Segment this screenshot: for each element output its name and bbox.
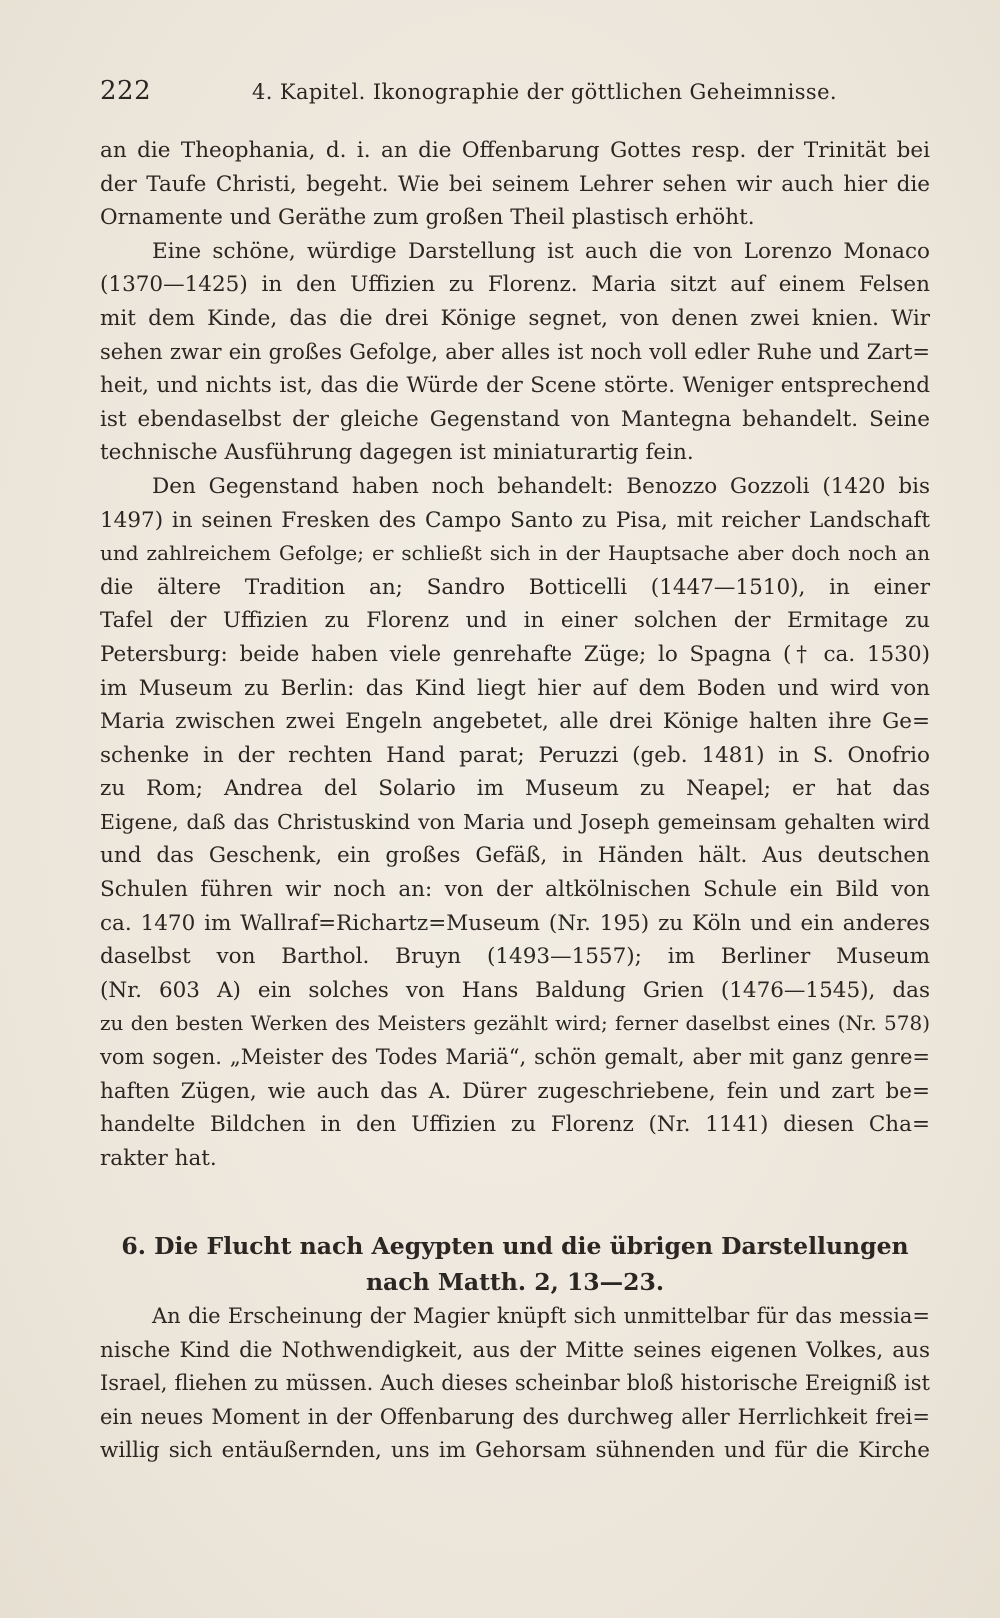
- text-line: und zahlreichem Gefolge; er schließt sich in der Hauptsache aber doch noch an: [100, 541, 930, 566]
- text-line: Israel, fliehen zu müssen. Auch dieses scheinbar bloß historische Ereigniß ist: [100, 1371, 930, 1396]
- text-line: handelte Bildchen in den Uffizien zu Florenz (Nr. 1141) diesen Cha=: [100, 1112, 930, 1138]
- text-line: Petersburg: beide haben viele genrehafte Züge; lo Spagna († ca. 1530): [100, 641, 930, 667]
- text-line: zu Rom; Andrea del Solario im Museum zu Neapel; er hat das: [100, 776, 930, 802]
- section-heading: [100, 1228, 930, 1300]
- text-line: Eigene, daß das Christuskind von Maria und Joseph gemeinsam gehalten wird: [100, 809, 930, 834]
- body-text-block-1: [100, 134, 930, 1175]
- text-line: (Nr. 603 A) ein solches von Hans Baldung Grien (1476—1545), das: [100, 977, 930, 1003]
- text-line: im Museum zu Berlin: das Kind liegt hier auf dem Boden und wird von: [100, 675, 930, 701]
- text-line: und das Geschenk, ein großes Gefäß, in Händen hält. Aus deutschen: [100, 843, 930, 869]
- text-line: Ornamente und Geräthe zum großen Theil plastisch erhöht.: [100, 205, 755, 231]
- text-line: mit dem Kinde, das die drei Könige segnet, von denen zwei knien. Wir: [100, 305, 930, 331]
- text-line: Tafel der Uffizien zu Florenz und in einer solchen der Ermitage zu: [100, 608, 930, 634]
- text-line: nische Kind die Nothwendigkeit, aus der Mitte seines eigenen Volkes, aus: [100, 1337, 930, 1363]
- text-line: technische Ausführung dagegen ist miniaturartig fein.: [100, 440, 694, 466]
- body-text-block-2: [100, 1300, 930, 1468]
- text-line: ca. 1470 im Wallraf=Richartz=Museum (Nr. 195) zu Köln und ein anderes: [100, 910, 930, 936]
- text-line: daselbst von Barthol. Bruyn (1493—1557); im Berliner Museum: [100, 944, 930, 970]
- text-line: sehen zwar ein großes Gefolge, aber alles ist noch voll edler Ruhe und Zart=: [100, 339, 930, 364]
- text-line: schenke in der rechten Hand parat; Peruzzi (geb. 1481) in S. Onofrio: [100, 742, 930, 768]
- text-line: haften Zügen, wie auch das A. Dürer zugeschriebene, fein und zart be=: [100, 1078, 930, 1104]
- text-line: die ältere Tradition an; Sandro Botticelli (1447—1510), in einer: [100, 574, 930, 600]
- text-line: zu den besten Werken des Meisters gezählt wird; ferner daselbst eines (Nr. 578): [100, 1011, 930, 1036]
- page-number: 222: [100, 76, 152, 106]
- text-line: Den Gegenstand haben noch behandelt: Benozzo Gozzoli (1420 bis: [152, 473, 930, 499]
- text-line: rakter hat.: [100, 1145, 217, 1171]
- section-heading-line-2: nach Matth. 2, 13—23.: [365, 1268, 665, 1296]
- text-line: Maria zwischen zwei Engeln angebetet, alle drei Könige halten ihre Ge=: [100, 709, 930, 735]
- text-line: 1497) in seinen Fresken des Campo Santo zu Pisa, mit reicher Landschaft: [100, 507, 930, 533]
- text-line: vom sogen. „Meister des Todes Mariä“, schön gemalt, aber mit ganz genre=: [100, 1045, 930, 1070]
- text-line: an die Theophania, d. i. an die Offenbarung Gottes resp. der Trinität bei: [100, 138, 930, 163]
- text-line: An die Erscheinung der Magier knüpft sich unmittelbar für das messia=: [152, 1304, 930, 1328]
- text-line: ist ebendaselbst der gleiche Gegenstand von Mantegna behandelt. Seine: [100, 406, 930, 432]
- running-head: 4. Kapitel. Ikonographie der göttlichen Geheimnisse.: [252, 80, 838, 104]
- section-heading-line-1: 6. Die Flucht nach Aegypten und die übrigen Darstellungen: [121, 1232, 909, 1260]
- text-line: ein neues Moment in der Offenbarung des durchweg aller Herrlichkeit frei=: [100, 1404, 930, 1429]
- text-line: heit, und nichts ist, das die Würde der Scene störte. Weniger entsprechend: [100, 373, 930, 399]
- text-line: Schulen führen wir noch an: von der altkölnischen Schule ein Bild von: [100, 877, 930, 903]
- text-line: (1370—1425) in den Uffizien zu Florenz. Maria sitzt auf einem Felsen: [100, 272, 930, 298]
- page-header: [100, 74, 930, 114]
- text-line: Eine schöne, würdige Darstellung ist auch die von Lorenzo Monaco: [152, 238, 930, 264]
- text-line: der Taufe Christi, begeht. Wie bei seinem Lehrer sehen wir auch hier die: [100, 171, 930, 197]
- text-line: willig sich entäußernden, uns im Gehorsam sühnenden und für die Kirche: [100, 1438, 930, 1464]
